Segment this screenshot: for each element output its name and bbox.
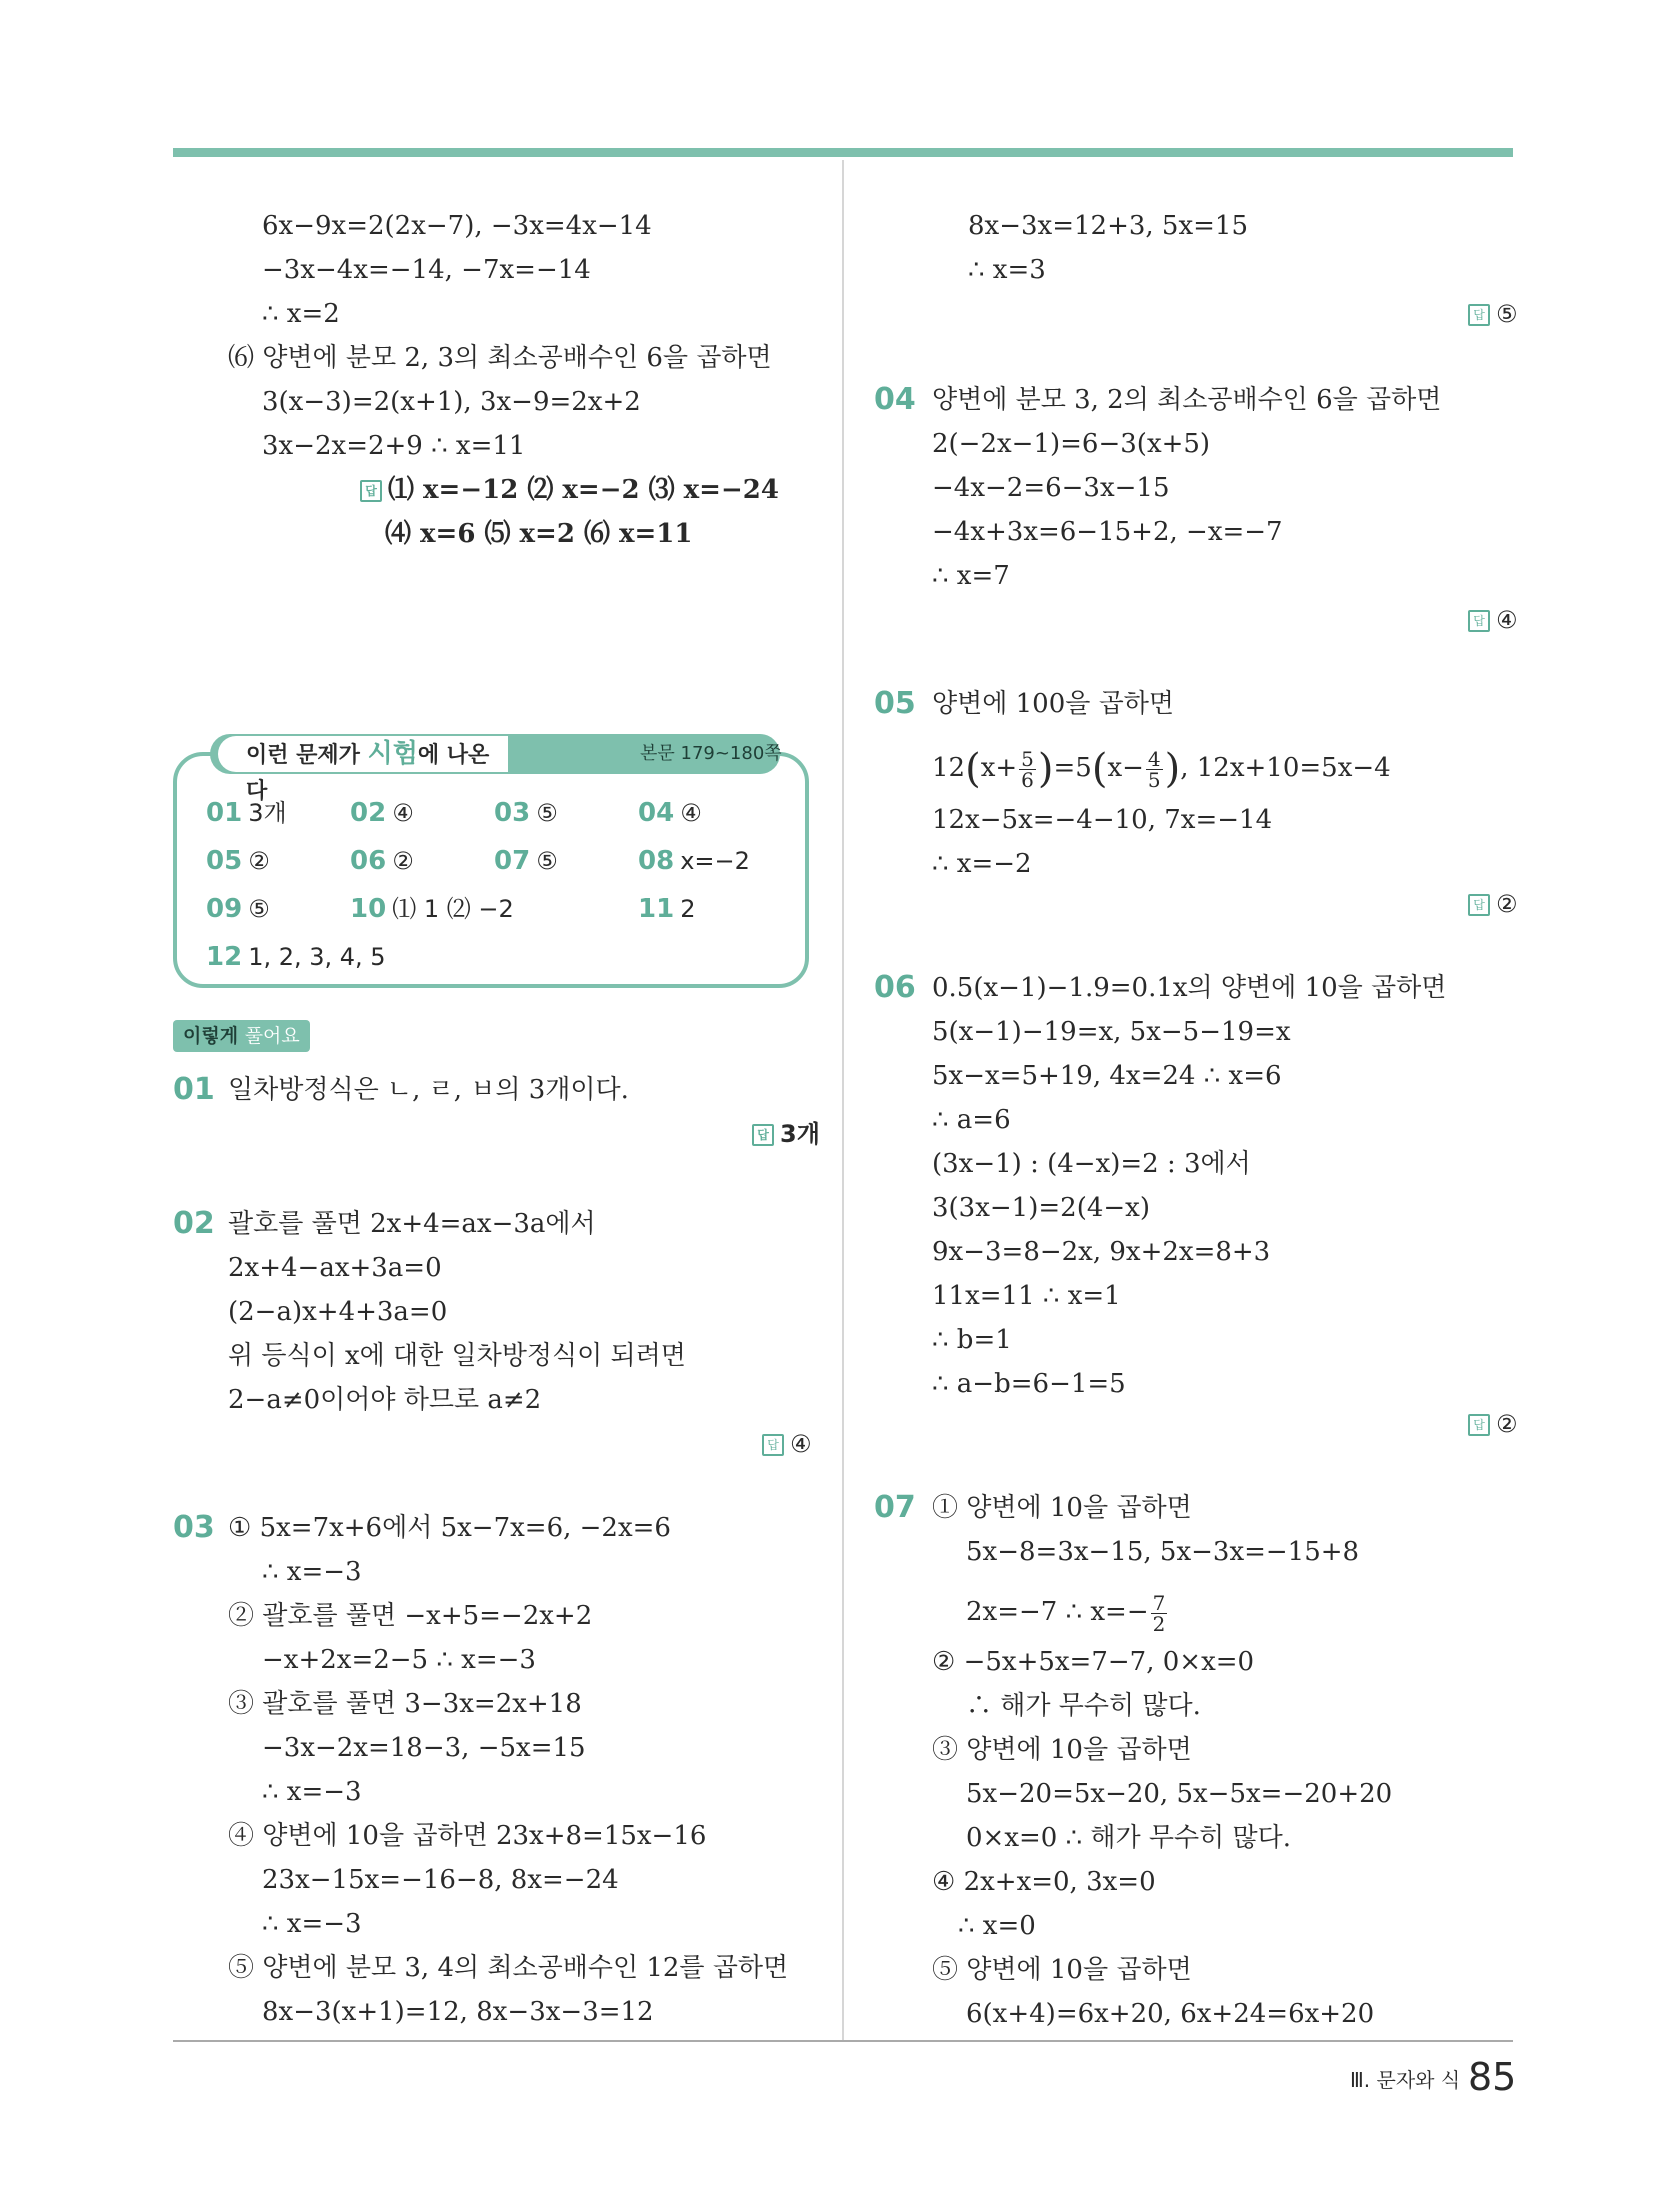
text-line: ② −5x+5x=7−7, 0×x=0 xyxy=(932,1647,1255,1677)
problem-number: 03 xyxy=(173,1510,215,1545)
fraction-equation: 12(x+ $\frac{5}{6}$ )=5(x− $\frac{4}{5}$ ), 12x+10=5x−4 xyxy=(932,746,1391,792)
fraction: $\frac{4}{5}$ xyxy=(1147,746,1161,792)
top-accent-bar xyxy=(173,148,1513,157)
box-item: 12 1, 2, 3, 4, 5 xyxy=(206,942,386,972)
text-line: ④ 양변에 10을 곱하면 23x+8=15x−16 xyxy=(228,1821,707,1851)
box-item: 08 x=−2 xyxy=(638,846,750,876)
text-line: (3x−1) : (4−x)=2 : 3에서 xyxy=(932,1149,1251,1179)
text-line: 5x−20=5x−20, 5x−5x=−20+20 xyxy=(966,1779,1393,1809)
answer-mark-icon: 답 xyxy=(752,1124,774,1146)
text-line: 8x−3(x+1)=12, 8x−3x−3=12 xyxy=(262,1997,654,2027)
text-line: −3x−2x=18−3, −5x=15 xyxy=(262,1733,586,1763)
text-line: 5(x−1)−19=x, 5x−5−19=x xyxy=(932,1017,1291,1047)
problem-answer: 답 ④ xyxy=(762,1424,812,1464)
text-line: ∴ x=−3 xyxy=(262,1777,362,1807)
answer-mark-icon: 답 xyxy=(762,1434,784,1456)
exam-box-title: 이런 문제가 시험에 나온다 xyxy=(218,736,508,772)
footer-section: Ⅲ. 문자와 식 xyxy=(1350,2068,1461,2092)
text-line: 6x−9x=2(2x−7), −3x=4x−14 xyxy=(262,211,652,241)
box-item: 02 ④ xyxy=(350,798,414,828)
text-line: 0.5(x−1)−1.9=0.1x의 양변에 10을 곱하면 xyxy=(932,973,1447,1003)
text-line: 2(−2x−1)=6−3(x+5) xyxy=(932,429,1211,459)
text-line: −3x−4x=−14, −7x=−14 xyxy=(262,255,591,285)
text-line: ∴ x=−3 xyxy=(262,1909,362,1939)
problem-number: 07 xyxy=(874,1490,916,1525)
answer-mark-icon: 답 xyxy=(1468,304,1490,326)
text-line: ∴ b=1 xyxy=(932,1325,1012,1355)
text-line: 3(x−3)=2(x+1), 3x−9=2x+2 xyxy=(262,387,641,417)
box-item: 04 ④ xyxy=(638,798,702,828)
text-line: 5x−x=5+19, 4x=24 ∴ x=6 xyxy=(932,1061,1282,1091)
text-line: 양변에 100을 곱하면 xyxy=(932,689,1174,719)
page-number: 85 xyxy=(1468,2055,1517,2099)
text-line: 8x−3x=12+3, 5x=15 xyxy=(968,211,1248,241)
exam-box-ref: 본문 179~180쪽 xyxy=(640,743,782,764)
problem-number: 05 xyxy=(874,686,916,721)
problem-answer: 답 ② xyxy=(1468,1404,1518,1444)
fraction: $\frac{5}{6}$ xyxy=(1021,746,1034,792)
text-line: ∴ x=0 xyxy=(958,1911,1036,1941)
box-item: 01 3개 xyxy=(206,798,287,828)
text-line: 11x=11 ∴ x=1 xyxy=(932,1281,1121,1311)
text-line: ③ 양변에 10을 곱하면 xyxy=(932,1735,1192,1765)
answer-mark-icon: 답 xyxy=(1468,610,1490,632)
box-item: 06 ② xyxy=(350,846,414,876)
text-line: 9x−3=8−2x, 9x+2x=8+3 xyxy=(932,1237,1271,1267)
text-line: 2x+4−ax+3a=0 xyxy=(228,1253,442,1283)
text-line: 23x−15x=−16−8, 8x=−24 xyxy=(262,1865,619,1895)
text-line: 3(3x−1)=2(4−x) xyxy=(932,1193,1150,1223)
box-item: 05 ② xyxy=(206,846,270,876)
answer-mark-icon: 답 xyxy=(1468,1414,1490,1436)
text-line: 일차방정식은 ㄴ, ㄹ, ㅂ의 3개이다. xyxy=(228,1075,629,1105)
text-line: ∴ x=3 xyxy=(968,255,1046,285)
problem-number: 02 xyxy=(173,1206,215,1241)
text-line: 0×x=0 ∴ 해가 무수히 많다. xyxy=(966,1823,1291,1853)
box-item: 07 ⑤ xyxy=(494,846,558,876)
fraction-equation: 2x=−7 ∴ x=− $\frac{7}{2}$ xyxy=(966,1590,1166,1636)
text-line: (2−a)x+4+3a=0 xyxy=(228,1297,448,1327)
text-line: 12x−5x=−4−10, 7x=−14 xyxy=(932,805,1273,835)
final-answer-line: 답 ⑴ x=−12 ⑵ x=−2 ⑶ x=−24 xyxy=(360,470,779,510)
answer-mark-icon: 답 xyxy=(1468,894,1490,916)
text-line: 위 등식이 x에 대한 일차방정식이 되려면 xyxy=(228,1341,686,1371)
box-item: 11 2 xyxy=(638,894,696,924)
text-line: ③ 괄호를 풀면 3−3x=2x+18 xyxy=(228,1689,582,1719)
text-line: ∴ 해가 무수히 많다. xyxy=(966,1691,1201,1721)
text-line: 양변에 분모 3, 2의 최소공배수인 6을 곱하면 xyxy=(932,385,1442,415)
problem-number: 06 xyxy=(874,970,916,1005)
text-line: ② 괄호를 풀면 −x+5=−2x+2 xyxy=(228,1601,593,1631)
text-line: −4x−2=6−3x−15 xyxy=(932,473,1170,503)
problem-answer: 답 ② xyxy=(1468,884,1518,924)
text-line: 5x−8=3x−15, 5x−3x=−15+8 xyxy=(966,1537,1360,1567)
box-item: 10 ⑴ 1 ⑵ −2 xyxy=(350,894,514,924)
final-answer-line: ⑷ x=6 ⑸ x=2 ⑹ x=11 xyxy=(385,519,693,549)
problem-answer: 답 3개 xyxy=(752,1114,820,1154)
column-divider xyxy=(842,160,844,2040)
box-item: 09 ⑤ xyxy=(206,894,270,924)
text-line: ① 양변에 10을 곱하면 xyxy=(932,1493,1192,1523)
text-line: ∴ x=−2 xyxy=(932,849,1032,879)
text-line: 2−a≠0이어야 하므로 a≠2 xyxy=(228,1385,542,1415)
text-line: ⑤ 양변에 10을 곱하면 xyxy=(932,1955,1192,1985)
text-line: ∴ a=6 xyxy=(932,1105,1011,1135)
text-line: 3x−2x=2+9 ∴ x=11 xyxy=(262,431,526,461)
text-line: ④ 2x+x=0, 3x=0 xyxy=(932,1867,1156,1897)
text-line: 괄호를 풀면 2x+4=ax−3a에서 xyxy=(228,1209,596,1239)
problem-answer: 답 ④ xyxy=(1468,600,1518,640)
text-line: ⑤ 양변에 분모 3, 4의 최소공배수인 12를 곱하면 xyxy=(228,1953,789,1983)
problem-number: 04 xyxy=(874,382,916,417)
text-line: ∴ x=2 xyxy=(262,299,340,329)
problem-answer: 답 ⑤ xyxy=(1468,294,1518,334)
answer-mark-icon: 답 xyxy=(360,480,382,502)
text-line: ∴ x=7 xyxy=(932,561,1010,591)
bottom-rule xyxy=(173,2040,1513,2042)
text-line: ∴ a−b=6−1=5 xyxy=(932,1369,1126,1399)
text-line: ∴ x=−3 xyxy=(262,1557,362,1587)
text-line: ① 5x=7x+6에서 5x−7x=6, −2x=6 xyxy=(228,1513,671,1543)
text-line: 6(x+4)=6x+20, 6x+24=6x+20 xyxy=(966,1999,1375,2029)
box-item: 03 ⑤ xyxy=(494,798,558,828)
text-line: −x+2x=2−5 ∴ x=−3 xyxy=(262,1645,536,1675)
fraction: $\frac{7}{2}$ xyxy=(1152,1590,1166,1636)
problem-number: 01 xyxy=(173,1072,215,1107)
text-line: −4x+3x=6−15+2, −x=−7 xyxy=(932,517,1283,547)
solution-tag: 이렇게 풀어요 xyxy=(173,1020,310,1052)
text-line: ⑹ 양변에 분모 2, 3의 최소공배수인 6을 곱하면 xyxy=(228,343,772,373)
